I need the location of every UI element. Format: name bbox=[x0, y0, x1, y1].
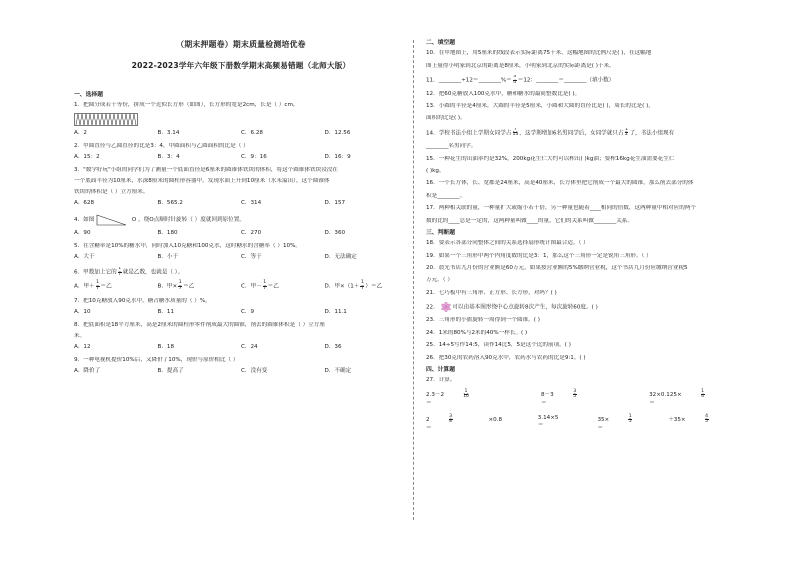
flower-pattern-icon bbox=[441, 302, 451, 312]
option-b[interactable]: B．3.14 bbox=[157, 130, 180, 137]
question-24: 24．1米的80%与2米的40%一样长。( ) bbox=[426, 329, 528, 336]
calc-item: 2 $\frac{3}{8}$ ×0.8＝ bbox=[426, 413, 503, 431]
question-5: 5．在含糖率是10%的糖水中，同时加入10克糖和100克水，这时糖水的含糖率（ ）10%。 bbox=[74, 243, 301, 250]
question-6-prefix: 6．甲数加上它的 bbox=[74, 269, 117, 276]
calc-item: 35× $\frac{1}{5}$ ＋35× $\frac{4}{5}$ ＝ bbox=[597, 415, 758, 432]
option-d[interactable]: D．无法确定 bbox=[324, 254, 357, 261]
question-16-line-2: 积是________。 bbox=[426, 192, 466, 199]
triangle-figure bbox=[96, 213, 130, 226]
question-8-options bbox=[74, 344, 408, 351]
question-11: 11．________÷12＝________%＝ $\frac{3}{4}$ ＝12：________＝________（填小数） bbox=[426, 74, 615, 85]
question-18: 18．要表示各部分同整体之间的关系选择扇形统计图最合适。（ ） bbox=[426, 240, 589, 247]
question-20-line-2: 万元。（ ） bbox=[426, 277, 453, 284]
option-d[interactable]: D．不确定 bbox=[324, 367, 352, 374]
question-6-options bbox=[74, 281, 408, 291]
fraction: $\frac{3}{8}$ bbox=[449, 413, 452, 425]
fraction: $\frac{1}{7}$ bbox=[360, 280, 364, 292]
question-4-prefix: 4．如图 bbox=[74, 217, 95, 224]
section-true-false: 三、判断题 bbox=[426, 229, 455, 236]
question-8-line-1: 8．把底面积是18平方厘米，高是2厘米的圆柱形零件削成最大的圆锥，削去的圆锥体积是（ ）立方厘 bbox=[74, 321, 325, 328]
fraction: $\frac{1}{7}$ bbox=[178, 280, 182, 292]
question-12: 12．把60克糖放入100克水中，糖和糖水的最简整数比是( )。 bbox=[426, 90, 581, 97]
question-3-line-3: 铁块的体积是（ ）立方厘米。 bbox=[74, 189, 149, 196]
question-4 bbox=[74, 213, 408, 226]
option-d[interactable]: D．36 bbox=[324, 343, 342, 350]
option-a[interactable]: A．2 bbox=[74, 130, 87, 137]
question-21: 21．七巧板中有三角形、正方形、长方形，对吗？( ) bbox=[426, 289, 557, 296]
question-1: 1．把圆分成若干等份，拼成一个近似长方形（如图），长方形的宽是2cm，长是（ ）cm。 bbox=[74, 102, 299, 109]
fraction: $\frac{1}{5}$ bbox=[628, 413, 632, 425]
option-d[interactable]: D．157 bbox=[324, 200, 346, 207]
option-d[interactable]: D．甲×（1＋ $\frac{1}{7}$ ）＝乙 bbox=[324, 280, 383, 292]
question-7: 7．把10克糖放入90克水中，糖占糖水质量的（ ）%。 bbox=[74, 297, 211, 304]
fraction: $\frac{1}{7}$ bbox=[263, 280, 267, 292]
question-16-line-1: 16．一个长方体，长、宽都是24厘米，高是40厘米，长方体里把它削成一个最大的圆锥，那么削去部分的体 bbox=[426, 180, 694, 187]
exam-title: （期末押题卷）期末质量检测培优卷 bbox=[176, 40, 306, 49]
question-2: 2．甲圆直径与乙圆直径的比是3：4，甲圆面积与乙圆面积的比是（ ） bbox=[74, 143, 249, 150]
question-3-options bbox=[74, 200, 408, 207]
question-15-line-1: 15．一种花生的出油率约是32%，200kg花生仁大约可以榨出( )kg油；要榨16kg花生油需要花生仁 bbox=[426, 155, 675, 162]
option-b[interactable]: B．565.2 bbox=[157, 200, 183, 207]
question-20-line-1: 20．晨光书店九月份的营业额是60万元，如果按营业额的5%缴纳营业税，这个书店九月份应缴纳营业税5 bbox=[426, 264, 688, 271]
exam-subtitle: 2022-2023学年六年级下册数学期末高频易错题（北师大版） bbox=[131, 60, 351, 70]
option-c[interactable]: C．6.28 bbox=[241, 130, 263, 137]
question-14-line-2: ________名男同学。 bbox=[426, 143, 477, 150]
option-a[interactable]: A．90 bbox=[74, 230, 91, 237]
option-a[interactable]: A．大于 bbox=[74, 254, 95, 261]
option-b[interactable]: B．11 bbox=[157, 308, 175, 315]
fraction: $\frac{1}{7}$ bbox=[96, 280, 100, 292]
question-1-figure bbox=[74, 113, 408, 126]
question-1-options bbox=[74, 130, 408, 137]
question-13-line-1: 13．小圆的半径是4厘米，大圆的半径是5厘米，小圆和大圆的直径比是( )，周长的比是( )， bbox=[426, 102, 654, 109]
circle-rectangle-figure bbox=[74, 113, 138, 126]
calc-item: 32×0.125× $\frac{1}{4}$ ＝ bbox=[649, 390, 758, 407]
point-o-label: O bbox=[131, 217, 137, 224]
option-c[interactable]: C．甲－ $\frac{1}{7}$ ＝乙 bbox=[241, 280, 279, 292]
question-27: 27．计算。 bbox=[426, 377, 456, 384]
right-column bbox=[426, 38, 776, 440]
option-c[interactable]: C．等于 bbox=[241, 254, 262, 261]
calc-item: 8－3 $\frac{3}{5}$ ＝ bbox=[541, 390, 631, 407]
fraction: $\frac{3}{4}$ bbox=[513, 74, 517, 85]
question-15-line-2: ( )kg。 bbox=[426, 168, 445, 175]
question-4-options bbox=[74, 230, 408, 237]
question-26: 26．把30克的农药溶入90克水中，农药水与农药的比是9:1。( ) bbox=[426, 354, 586, 361]
section-fill-blank: 二、填空题 bbox=[426, 40, 455, 46]
question-23: 23．三角形的小旗旋转一周得到一个圆锥。( ) bbox=[426, 317, 540, 324]
option-d[interactable]: D．12.56 bbox=[324, 130, 351, 137]
question-3-line-1: 3．"数学好玩"小组的同学们为了测量一个底面直径是6厘米的圆锥体铁块的体积，将这个圆锥体铁块浸没在 bbox=[74, 167, 338, 174]
question-6 bbox=[74, 267, 408, 277]
question-9: 9．一种电视机提价10%后，又降价了10%，现价与原价相比（ ） bbox=[74, 356, 239, 363]
calc-row-2 bbox=[426, 415, 776, 432]
calc-row-1 bbox=[426, 390, 776, 407]
option-b[interactable]: B．小于 bbox=[157, 254, 179, 261]
option-c[interactable]: C．9：16 bbox=[241, 154, 267, 161]
option-b[interactable]: B．18 bbox=[157, 343, 175, 350]
question-17-line-2: 数的比的____总是一定的，这两种量叫做____的量，它们的关系叫做________关系。 bbox=[426, 217, 633, 224]
option-b[interactable]: B．3：4 bbox=[157, 154, 180, 161]
option-c[interactable]: C．24 bbox=[241, 343, 258, 350]
fraction: $\frac{7}{13}$ bbox=[512, 127, 519, 138]
left-column bbox=[74, 40, 408, 381]
option-a[interactable]: A．12 bbox=[74, 343, 91, 350]
option-b[interactable]: B．甲× $\frac{1}{7}$ ＝乙 bbox=[157, 280, 195, 292]
option-a[interactable]: A．628 bbox=[74, 200, 95, 207]
fraction: $\frac{4}{5}$ bbox=[705, 413, 709, 425]
question-22: 22． 可以由基本图形绕中心点旋转8次产生，每次旋转60度。( ) bbox=[426, 302, 776, 312]
option-b[interactable]: B．提高了 bbox=[157, 367, 184, 374]
question-25: 25．14÷5写作14:5，读作14比5，5是这个比的前项。( ) bbox=[426, 342, 571, 349]
option-a[interactable]: A．15：2 bbox=[74, 154, 100, 161]
fraction: $\frac{1}{2}$ bbox=[625, 127, 628, 138]
option-c[interactable]: C．270 bbox=[241, 230, 262, 237]
question-19: 19．如果一个三角形中两个内角度数的比是3：1，那么这个三角形一定是锐角三角形。（ ） bbox=[426, 252, 652, 259]
question-9-options bbox=[74, 368, 408, 375]
fraction: $\frac{1}{10}$ bbox=[463, 388, 469, 400]
question-4-suffix: ，绕O点顺时针旋转（ ）度就回到原位置。 bbox=[138, 217, 245, 224]
option-c[interactable]: C．9 bbox=[241, 308, 255, 315]
question-17-line-1: 17．两种相关联的量，一种量扩大或缩小若干倍，另一种量也随着____相同的倍数，这两种量中相对应的两个 bbox=[426, 205, 697, 212]
question-2-options bbox=[74, 154, 408, 161]
option-a[interactable]: A．降价了 bbox=[74, 367, 101, 374]
section-choice: 一、选择题 bbox=[74, 92, 103, 99]
option-c[interactable]: C．314 bbox=[241, 200, 262, 207]
fraction: $\frac{1}{4}$ bbox=[701, 388, 705, 400]
question-14-line-1: 14．学校书法小组上学期女同学占 $\frac{7}{13}$ ，这学期增加6名男同学后，女同学就只占 $\frac{1}{2}$ 了，书法小组现有 bbox=[426, 127, 675, 138]
question-6-suffix: 就是乙数，也就是（ ）。 bbox=[122, 269, 184, 276]
option-d[interactable]: D．360 bbox=[324, 230, 346, 237]
question-10-line-1: 10．在甲地图上，用5厘米的线段表示实际距离75千米，这幅地图的比例尺是( )，在这幅地 bbox=[426, 50, 652, 57]
option-d[interactable]: D．11.1 bbox=[324, 308, 347, 315]
column-divider bbox=[413, 40, 414, 520]
fraction: $\frac{3}{5}$ bbox=[573, 388, 577, 400]
question-7-options bbox=[74, 309, 408, 316]
option-d[interactable]: D．16：9 bbox=[324, 154, 351, 161]
option-c[interactable]: C．没有变 bbox=[241, 367, 268, 374]
option-a[interactable]: A．10 bbox=[74, 308, 91, 315]
question-8-line-2: 米。 bbox=[74, 332, 86, 339]
option-a[interactable]: A．甲＋ $\frac{1}{7}$ ＝乙 bbox=[74, 280, 112, 292]
calc-item: 2.3－2 $\frac{1}{10}$ ＝ bbox=[426, 390, 523, 407]
option-b[interactable]: B．180 bbox=[157, 230, 178, 237]
question-3-line-2: 一个底面半径为10厘米，水深8厘米的圆柱形容器中，发现水面上升到10厘米（水未溢出），这个圆锥体 bbox=[74, 178, 330, 185]
question-10-line-2: 图上量得小明家到北京的距离是8厘米，小明家到北京的实际距离是( )千米。 bbox=[426, 62, 615, 69]
section-calculation: 四、计算题 bbox=[426, 366, 455, 373]
question-13-line-2: 面积的比是( )。 bbox=[426, 115, 466, 122]
question-5-options bbox=[74, 254, 408, 261]
calc-item: 3.14×5＝ bbox=[537, 414, 559, 428]
fraction: $\frac{1}{7}$ bbox=[118, 267, 122, 277]
